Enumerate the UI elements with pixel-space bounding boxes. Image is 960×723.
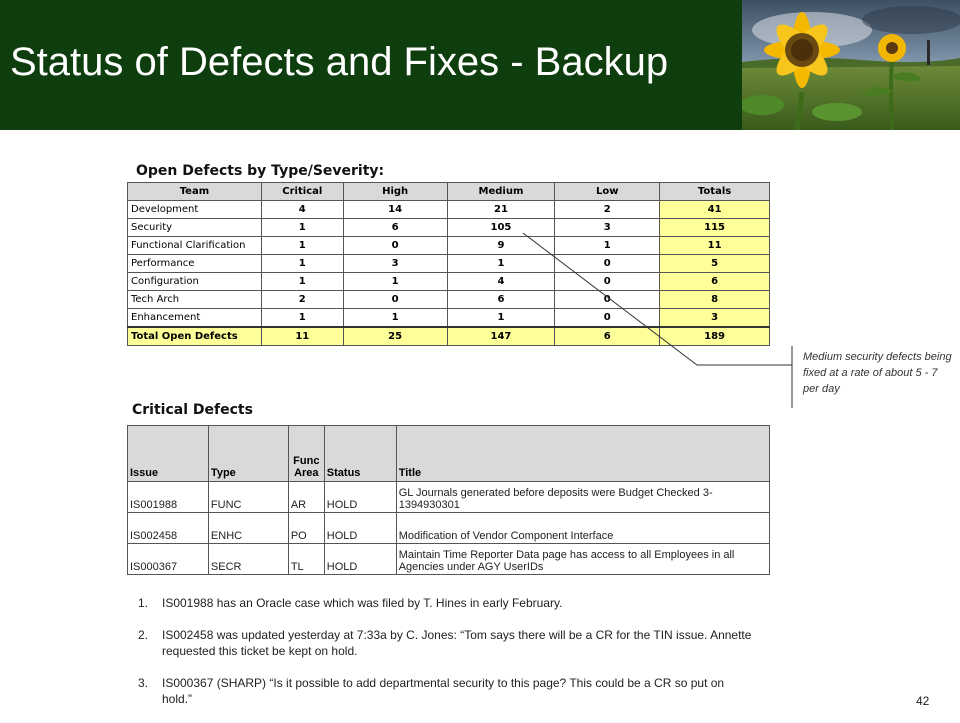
status-cell: HOLD — [324, 482, 396, 513]
team-cell: Functional Clarification — [128, 237, 262, 255]
col-title: Title — [396, 426, 769, 482]
high-cell: 1 — [343, 309, 447, 328]
totals-cell: 5 — [660, 255, 770, 273]
note-text: IS001988 has an Oracle case which was filed by T. Hines in early February. — [162, 596, 563, 610]
col-func-area: Func Area — [288, 426, 324, 482]
table-row — [128, 273, 770, 291]
total-low: 6 — [555, 327, 660, 346]
totals-cell: 11 — [660, 237, 770, 255]
col-totals: Totals — [660, 183, 770, 201]
table-row — [128, 219, 770, 237]
title-cell: Maintain Time Reporter Data page has access to all Employees in all Agencies under AGY UserIDs — [396, 544, 769, 575]
title-cell: GL Journals generated before deposits were Budget Checked 3-1394930301 — [396, 482, 769, 513]
medium-cell: 4 — [447, 273, 555, 291]
team-cell: Security — [128, 219, 262, 237]
note-text: IS000367 (SHARP) “Is it possible to add departmental security to this page? This could be a CR so put on hold.” — [162, 676, 725, 706]
low-cell: 3 — [555, 219, 660, 237]
notes-list — [138, 595, 753, 723]
low-cell: 0 — [555, 273, 660, 291]
type-cell: FUNC — [208, 482, 288, 513]
func-area-cell: TL — [288, 544, 324, 575]
note-text: IS002458 was updated yesterday at 7:33a by C. Jones: “Tom says there will be a CR for the TIN issue. Annette requested this ticket be kept on hold. — [162, 628, 752, 658]
low-cell: 1 — [555, 237, 660, 255]
totals-cell: 8 — [660, 291, 770, 309]
totals-cell: 41 — [660, 201, 770, 219]
slide-header — [0, 0, 960, 130]
critical-cell: 1 — [261, 273, 343, 291]
critical-cell: 1 — [261, 255, 343, 273]
title-cell: Modification of Vendor Component Interface — [396, 513, 769, 544]
open-defects-title: Open Defects by Type/Severity: — [136, 163, 385, 179]
col-type: Type — [208, 426, 288, 482]
total-totals: 189 — [660, 327, 770, 346]
medium-cell: 1 — [447, 309, 555, 328]
medium-cell: 1 — [447, 255, 555, 273]
col-low: Low — [555, 183, 660, 201]
status-cell: HOLD — [324, 513, 396, 544]
issue-cell: IS000367 — [128, 544, 209, 575]
total-medium: 147 — [447, 327, 555, 346]
table-row — [128, 201, 770, 219]
note-item — [138, 675, 753, 707]
table-row — [128, 544, 770, 575]
team-cell: Configuration — [128, 273, 262, 291]
critical-cell: 1 — [261, 237, 343, 255]
team-cell: Enhancement — [128, 309, 262, 328]
table-row — [128, 309, 770, 328]
table-row — [128, 291, 770, 309]
low-cell: 0 — [555, 309, 660, 328]
high-cell: 6 — [343, 219, 447, 237]
type-cell: ENHC — [208, 513, 288, 544]
high-cell: 0 — [343, 237, 447, 255]
table-header-row — [128, 426, 770, 482]
sunflower-head-small — [878, 34, 906, 62]
col-team: Team — [128, 183, 262, 201]
critical-cell: 4 — [261, 201, 343, 219]
critical-defects-title: Critical Defects — [132, 402, 253, 418]
type-cell: SECR — [208, 544, 288, 575]
note-item — [138, 627, 753, 659]
total-row — [128, 327, 770, 346]
team-cell: Performance — [128, 255, 262, 273]
high-cell: 3 — [343, 255, 447, 273]
high-cell: 0 — [343, 291, 447, 309]
total-high: 25 — [343, 327, 447, 346]
slide-title: Status of Defects and Fixes - Backup — [10, 40, 669, 84]
low-cell: 2 — [555, 201, 660, 219]
callout-note: Medium security defects being fixed at a rate of about 5 - 7 per day — [803, 351, 952, 395]
func-area-cell: AR — [288, 482, 324, 513]
table-header-row — [128, 183, 770, 201]
issue-cell: IS001988 — [128, 482, 209, 513]
note-item — [138, 595, 753, 611]
note-number: 1. — [138, 596, 149, 610]
medium-cell: 9 — [447, 237, 555, 255]
table-row — [128, 513, 770, 544]
critical-cell: 2 — [261, 291, 343, 309]
low-cell: 0 — [555, 255, 660, 273]
col-critical: Critical — [261, 183, 343, 201]
note-number: 2. — [138, 628, 149, 642]
table-row — [128, 237, 770, 255]
team-cell: Development — [128, 201, 262, 219]
high-cell: 14 — [343, 201, 447, 219]
high-cell: 1 — [343, 273, 447, 291]
status-cell: HOLD — [324, 544, 396, 575]
total-critical: 11 — [261, 327, 343, 346]
critical-cell: 1 — [261, 219, 343, 237]
note-number: 3. — [138, 676, 149, 690]
table-row — [128, 482, 770, 513]
team-cell: Tech Arch — [128, 291, 262, 309]
medium-cell: 21 — [447, 201, 555, 219]
totals-cell: 3 — [660, 309, 770, 328]
medium-cell: 105 — [447, 219, 555, 237]
critical-cell: 1 — [261, 309, 343, 328]
totals-cell: 115 — [660, 219, 770, 237]
total-label: Total Open Defects — [128, 327, 262, 346]
sunflower-photo — [742, 0, 960, 130]
page-number: 42 — [916, 694, 930, 708]
func-area-cell: PO — [288, 513, 324, 544]
col-medium: Medium — [447, 183, 555, 201]
low-cell: 0 — [555, 291, 660, 309]
col-issue: Issue — [128, 426, 209, 482]
col-status: Status — [324, 426, 396, 482]
col-high: High — [343, 183, 447, 201]
open-defects-table — [127, 182, 770, 346]
totals-cell: 6 — [660, 273, 770, 291]
medium-cell: 6 — [447, 291, 555, 309]
table-row — [128, 255, 770, 273]
critical-defects-table — [127, 425, 770, 575]
issue-cell: IS002458 — [128, 513, 209, 544]
